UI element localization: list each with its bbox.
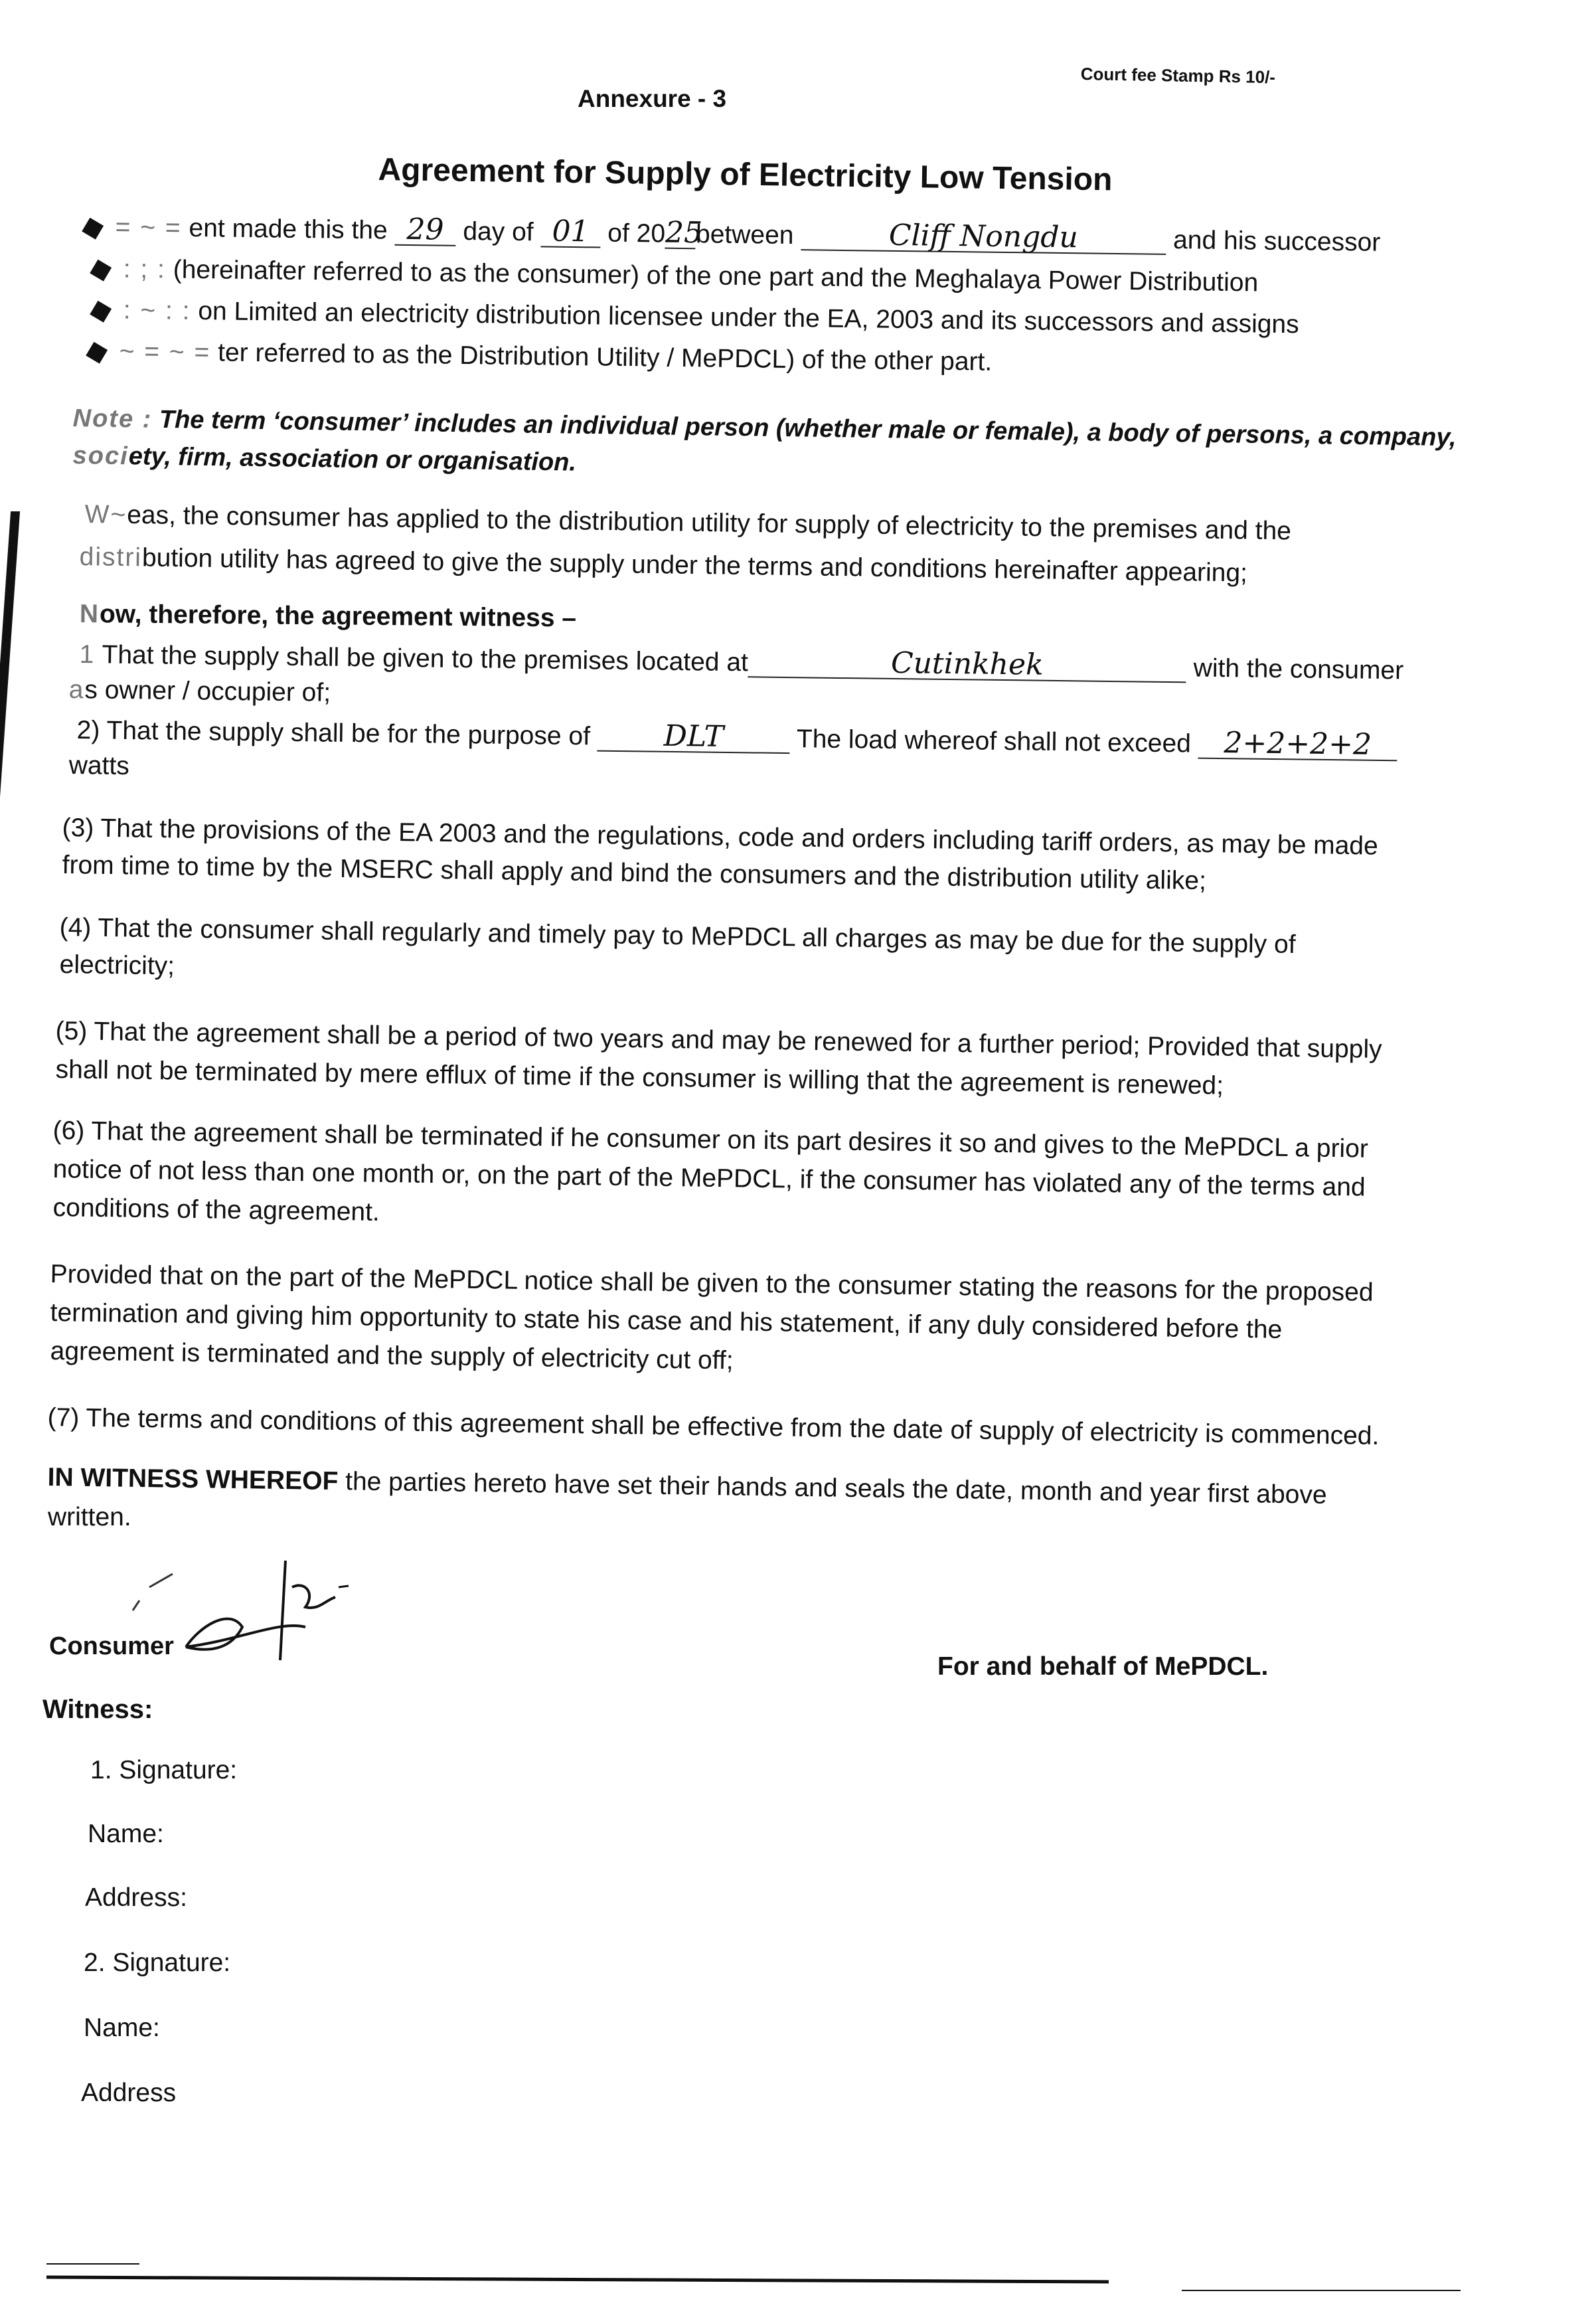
bottom-scan-line [46,2276,1109,2284]
in-witness-line-2: written. [48,1503,131,1531]
party-name-field: Cliff Nongdu [801,220,1166,255]
document-title: Agreement for Supply of Electricity Low Tension [378,151,1113,198]
witness-1-address-label: Address: [85,1883,187,1912]
consumer-label: Consumer [49,1632,174,1660]
mepdcl-signatory-label: For and behalf of MePDCL. [937,1652,1269,1681]
intro-line-3: : ~ : : on Limited an electricity distribution licensee under the EA, 2003 and its successors and assigns [92,295,1299,341]
clause-4-line-2: electricity; [59,950,175,981]
clause-2-line-2: watts [68,750,130,781]
purpose-field: DLT [598,721,791,754]
clause-3-line-2: from time to time by the MSERC shall apply and bind the consumers and the distribution utility alike; [62,850,1207,896]
bottom-scan-line-short [46,2263,139,2265]
witness-1-signature-label: 1. Signature: [90,1756,238,1784]
margin-mark [82,217,104,239]
witness-2-signature-label: 2. Signature: [84,1948,231,1977]
witness-2-address-label: Address [81,2079,177,2107]
clause-5-line-2: shall not be terminated by mere efflux of time if the consumer is willing that the agreement is renewed; [55,1055,1224,1100]
witness-heading: Now, therefore, the agreement witness – [79,599,577,633]
clause-1-line-1: 1 That the supply shall be given to the premises located at Cutinkhek with the consumer [79,640,1404,685]
month-field: 01 [540,216,601,248]
witness-1-name-label: Name: [88,1820,164,1848]
clause-3-line-1: (3) That the provisions of the EA 2003 and the regulations, code and orders including tariff orders, as may be made [62,813,1379,861]
in-witness-line-1: IN WITNESS WHEREOF the parties hereto have set their hands and seals the date, month and year first above [47,1463,1327,1509]
day-field: 29 [394,215,456,246]
witness-2-name-label: Name: [84,2014,160,2042]
scan-edge-mark [0,511,20,817]
intro-line-2: : ; : (hereinafter referred to as the consumer) of the one part and the Meghalaya Power Distribution [92,254,1258,299]
court-fee-stamp-label: Court fee Stamp Rs 10/- [1080,64,1276,88]
clause-5-line-1: (5) That the agreement shall be a period of two years and may be renewed for a further period; Provided that supply [55,1016,1382,1064]
whereas-line-1: W~eas, the consumer has applied to the distribution utility for supply of electricity to the premises and the [84,499,1292,546]
proviso-line-2: termination and giving him opportunity to state his case and his statement, if any duly considered before the [50,1298,1283,1344]
bottom-scan-line-right [1182,2290,1461,2291]
note-line-1: Note : The term ‘consumer’ includes an individual person (whether male or female), a body of persons, a company, [72,404,1457,452]
clause-1-line-2: as owner / occupier of; [68,675,331,707]
witness-label: Witness: [42,1695,153,1724]
intro-line-1: = ~ = ent made this the 29 day of 01 of 2025between Cliff Nongdu and his successor [84,211,1380,259]
clause-6-line-1: (6) That the agreement shall be terminated if he consumer on its part desires it so and gives to the MePDCL a prior [52,1116,1369,1163]
note-line-2: society, firm, association or organisation. [72,441,577,477]
clause-4-line-1: (4) That the consumer shall regularly and timely pay to MePDCL all charges as may be due for the supply of [59,912,1296,959]
clause-7: (7) The terms and conditions of this agreement shall be effective from the date of supply of electricity is commenced. [47,1403,1380,1451]
load-field: 2+2+2+2 [1198,729,1397,762]
annexure-label: Annexure - 3 [578,85,727,112]
premises-field: Cutinkhek [748,647,1187,683]
whereas-line-2: distribution utility has agreed to give the supply under the terms and conditions hereinafter appearing; [79,542,1248,588]
proviso-line-3: agreement is terminated and the supply of electricity cut off; [50,1336,734,1375]
intro-line-4: ~ = ~ = ter referred to as the Distribution Utility / MePDCL) of the other part. [88,336,992,378]
clause-6-line-3: conditions of the agreement. [52,1193,380,1227]
year-field: 25 [665,215,703,250]
proviso-line-1: Provided that on the part of the MePDCL notice shall be given to the consumer stating the reasons for the proposed [50,1259,1374,1307]
clause-2-line-1: 2) That the supply shall be for the purpose of DLT The load whereof shall not exceed 2+2+2+2 [76,715,1397,762]
clause-6-line-2: notice of not less than one month or, on the part of the MePDCL, if the consumer has violated any of the terms and [52,1154,1366,1202]
